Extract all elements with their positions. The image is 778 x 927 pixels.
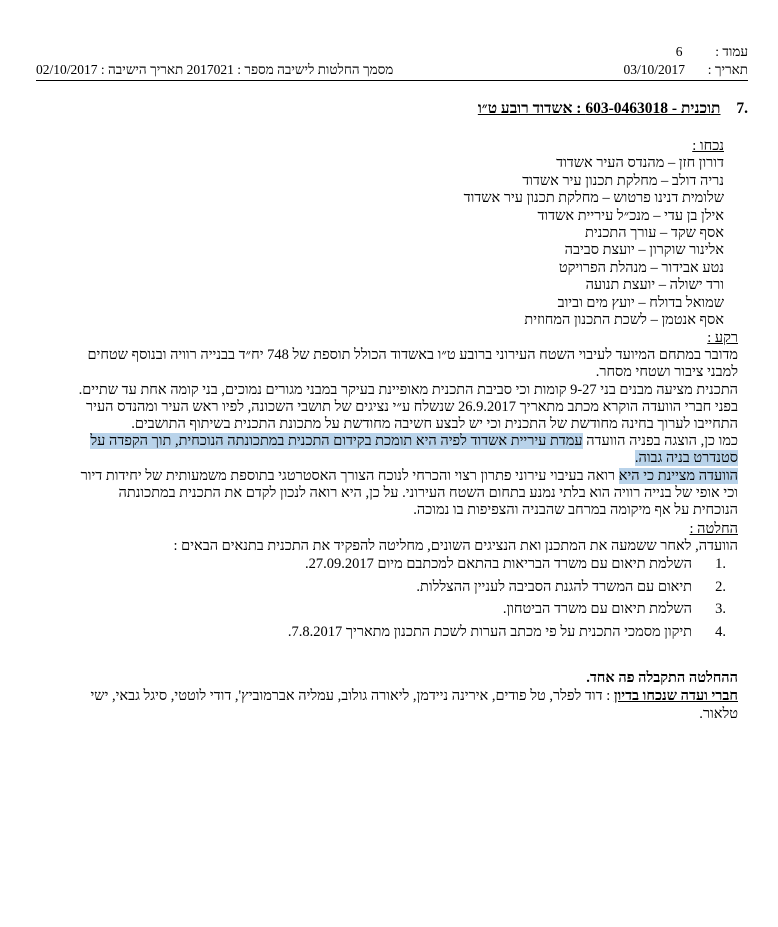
decision-intro: הוועדה, לאחר ששמעה את המתכנן ואת הנציגים השונים, מחליטה להפקיד את התכנית בתנאים הבאים : xyxy=(173,538,738,555)
attendees-section xyxy=(364,138,724,329)
attendee-item: אלינור שוקרון – יועצת סביבה xyxy=(564,242,724,259)
attendee-item: אסף שקד – עורך התכנית xyxy=(584,225,724,242)
unanimous-text: ההחלטה התקבלה פה אחד. xyxy=(586,670,738,686)
attendee-item: נטע אבידור – מנהלת הפרויקט xyxy=(558,259,724,276)
background-line: התחייבו לערוך בחינה מחודשת של התכנית וכי יש לבצע חשיבה מחודשת על מתכונת התכנית בשיתוף התושבים. xyxy=(131,416,738,433)
decision-section xyxy=(34,521,738,556)
background-line: הנוכחית על אף מיקומה במרחב שהבניה והצפיפות בו נמוכה. xyxy=(413,502,738,519)
date-label: תאריך : xyxy=(707,62,748,77)
condition-number: .1 xyxy=(715,556,726,572)
members-names: : דוד לפלר, טל פודים, אירינה ניידמן, ליאורה גולוב, עמליה אברמוביץ', דודי לוטטי, סיגל גבאי, ישי xyxy=(90,688,614,704)
page-number: 6 xyxy=(675,44,683,59)
members-line xyxy=(34,687,738,705)
selected-text[interactable]: עמדת עיריית אשדוד לפיה היא תומכת בקידום התכנית במתכונתה הנוכחית, תוך הקפדה על xyxy=(90,433,583,450)
page-label: עמוד : xyxy=(715,44,748,59)
condition-number: .2 xyxy=(715,578,726,595)
condition-text: תיאום עם המשרד להגנת הסביבה לעניין ההצללות. xyxy=(416,578,692,595)
final-section xyxy=(34,669,738,723)
attendee-item: אילן בן עדי – מנכ״ל עיריית אשדוד xyxy=(537,207,724,224)
background-text: רואה בעיבוי עירוני פתרון רצוי והכרחי לנוכח הצורך האסטרטגי בתוספת משמעותית של יחידות דיור xyxy=(80,467,619,484)
condition-number: .3 xyxy=(715,601,726,617)
condition-text: השלמת תיאום עם משרד הבריאות בהתאם למכתבם מיום 27.09.2017. xyxy=(305,556,692,572)
attendee-item: שמואל בדולח – יועץ מים וביוב xyxy=(557,294,724,311)
item-title-text: תוכנית - 603-0463018 : אשדוד רובע ט״ו xyxy=(477,100,721,117)
selected-text[interactable]: הוועדה מציינת כי היא xyxy=(618,467,738,484)
background-text: כמו כן, הוצגה בפניה הוועדה xyxy=(582,433,738,450)
item-title xyxy=(478,100,748,118)
background-line: למבני ציבור ושטחי מסחר. xyxy=(595,364,738,381)
members-line-2: טלאור. xyxy=(699,706,738,722)
attendees-label: נכחו : xyxy=(692,138,724,154)
background-line: מדובר במתחם המיועד לעיבוי השטח העירוני ברובע ט״ו באשדוד הכולל תוספת של 748 יח״ד בבנייה רוויה ובנוסף שטחים xyxy=(87,347,738,364)
decision-label: החלטה : xyxy=(689,521,738,537)
header-row-2 xyxy=(36,62,748,82)
background-section xyxy=(34,330,738,519)
background-line: התכנית מציעה מבנים בני 9-27 קומות וכי סביבת התכנית מאופיינת בעיקר במבני מגורים נמוכים, בני קומה אחת עד שתיים. xyxy=(78,381,738,398)
condition-item xyxy=(86,624,726,647)
attendee-item: נריה דולב – מחלקת תכנון עיר אשדוד xyxy=(522,172,724,189)
date-value: 03/10/2017 xyxy=(623,62,685,77)
protocol-text: מסמך החלטות לישיבה מספר : 2017021 תאריך הישיבה : 02/10/2017 xyxy=(36,62,394,77)
condition-text: תיקון מסמכי התכנית על פי מכתב הערות לשכת התכנון מתאריך 7.8.2017. xyxy=(287,623,692,640)
attendee-item: שלומית דנינו פרטוש – מחלקת תכנון עיר אשדוד xyxy=(463,190,724,207)
header-row-1 xyxy=(36,44,748,64)
members-label: חברי ועדה שנכחו בדיון xyxy=(613,688,738,704)
attendee-item: אסף אנטמן – לשכת התכנון המחוזית xyxy=(524,312,724,329)
attendee-item: דורון חזן – מהנדס העיר אשדוד xyxy=(556,155,724,172)
background-highlight-line-2 xyxy=(34,450,738,467)
attendee-item: ורד ישולה – יועצת תנועה xyxy=(585,277,724,294)
header-rule xyxy=(36,80,748,81)
condition-item xyxy=(86,601,726,624)
conditions-list xyxy=(86,556,726,646)
date-label-group xyxy=(623,62,748,78)
background-line: וכי אופי של בנייה רוויה הוא בלתי נמנע בתחום השטח העירוני. על כן, היא רואה לנכון לקדם את התכנית במתכונתה xyxy=(118,484,738,501)
condition-item xyxy=(86,556,726,579)
condition-number: .4 xyxy=(715,623,726,640)
page-label-group xyxy=(676,44,748,60)
background-label: רקע : xyxy=(707,330,738,346)
background-highlight-line-3 xyxy=(34,468,738,485)
selected-text[interactable]: סטנדרט בניה גבוה. xyxy=(634,450,738,467)
background-line: בפני חברי הוועדה הוקרא מכתב מתאריך 26.9.2017 שנשלח ע״י נציגים של תושבי השכונה, לפיו ראש העיר ומהנדס העיר xyxy=(86,398,738,415)
condition-text: השלמת תיאום עם משרד הביטחון. xyxy=(502,601,692,617)
item-number: .7 xyxy=(736,100,748,117)
background-highlight-line-1 xyxy=(34,433,738,450)
condition-item xyxy=(86,579,726,602)
